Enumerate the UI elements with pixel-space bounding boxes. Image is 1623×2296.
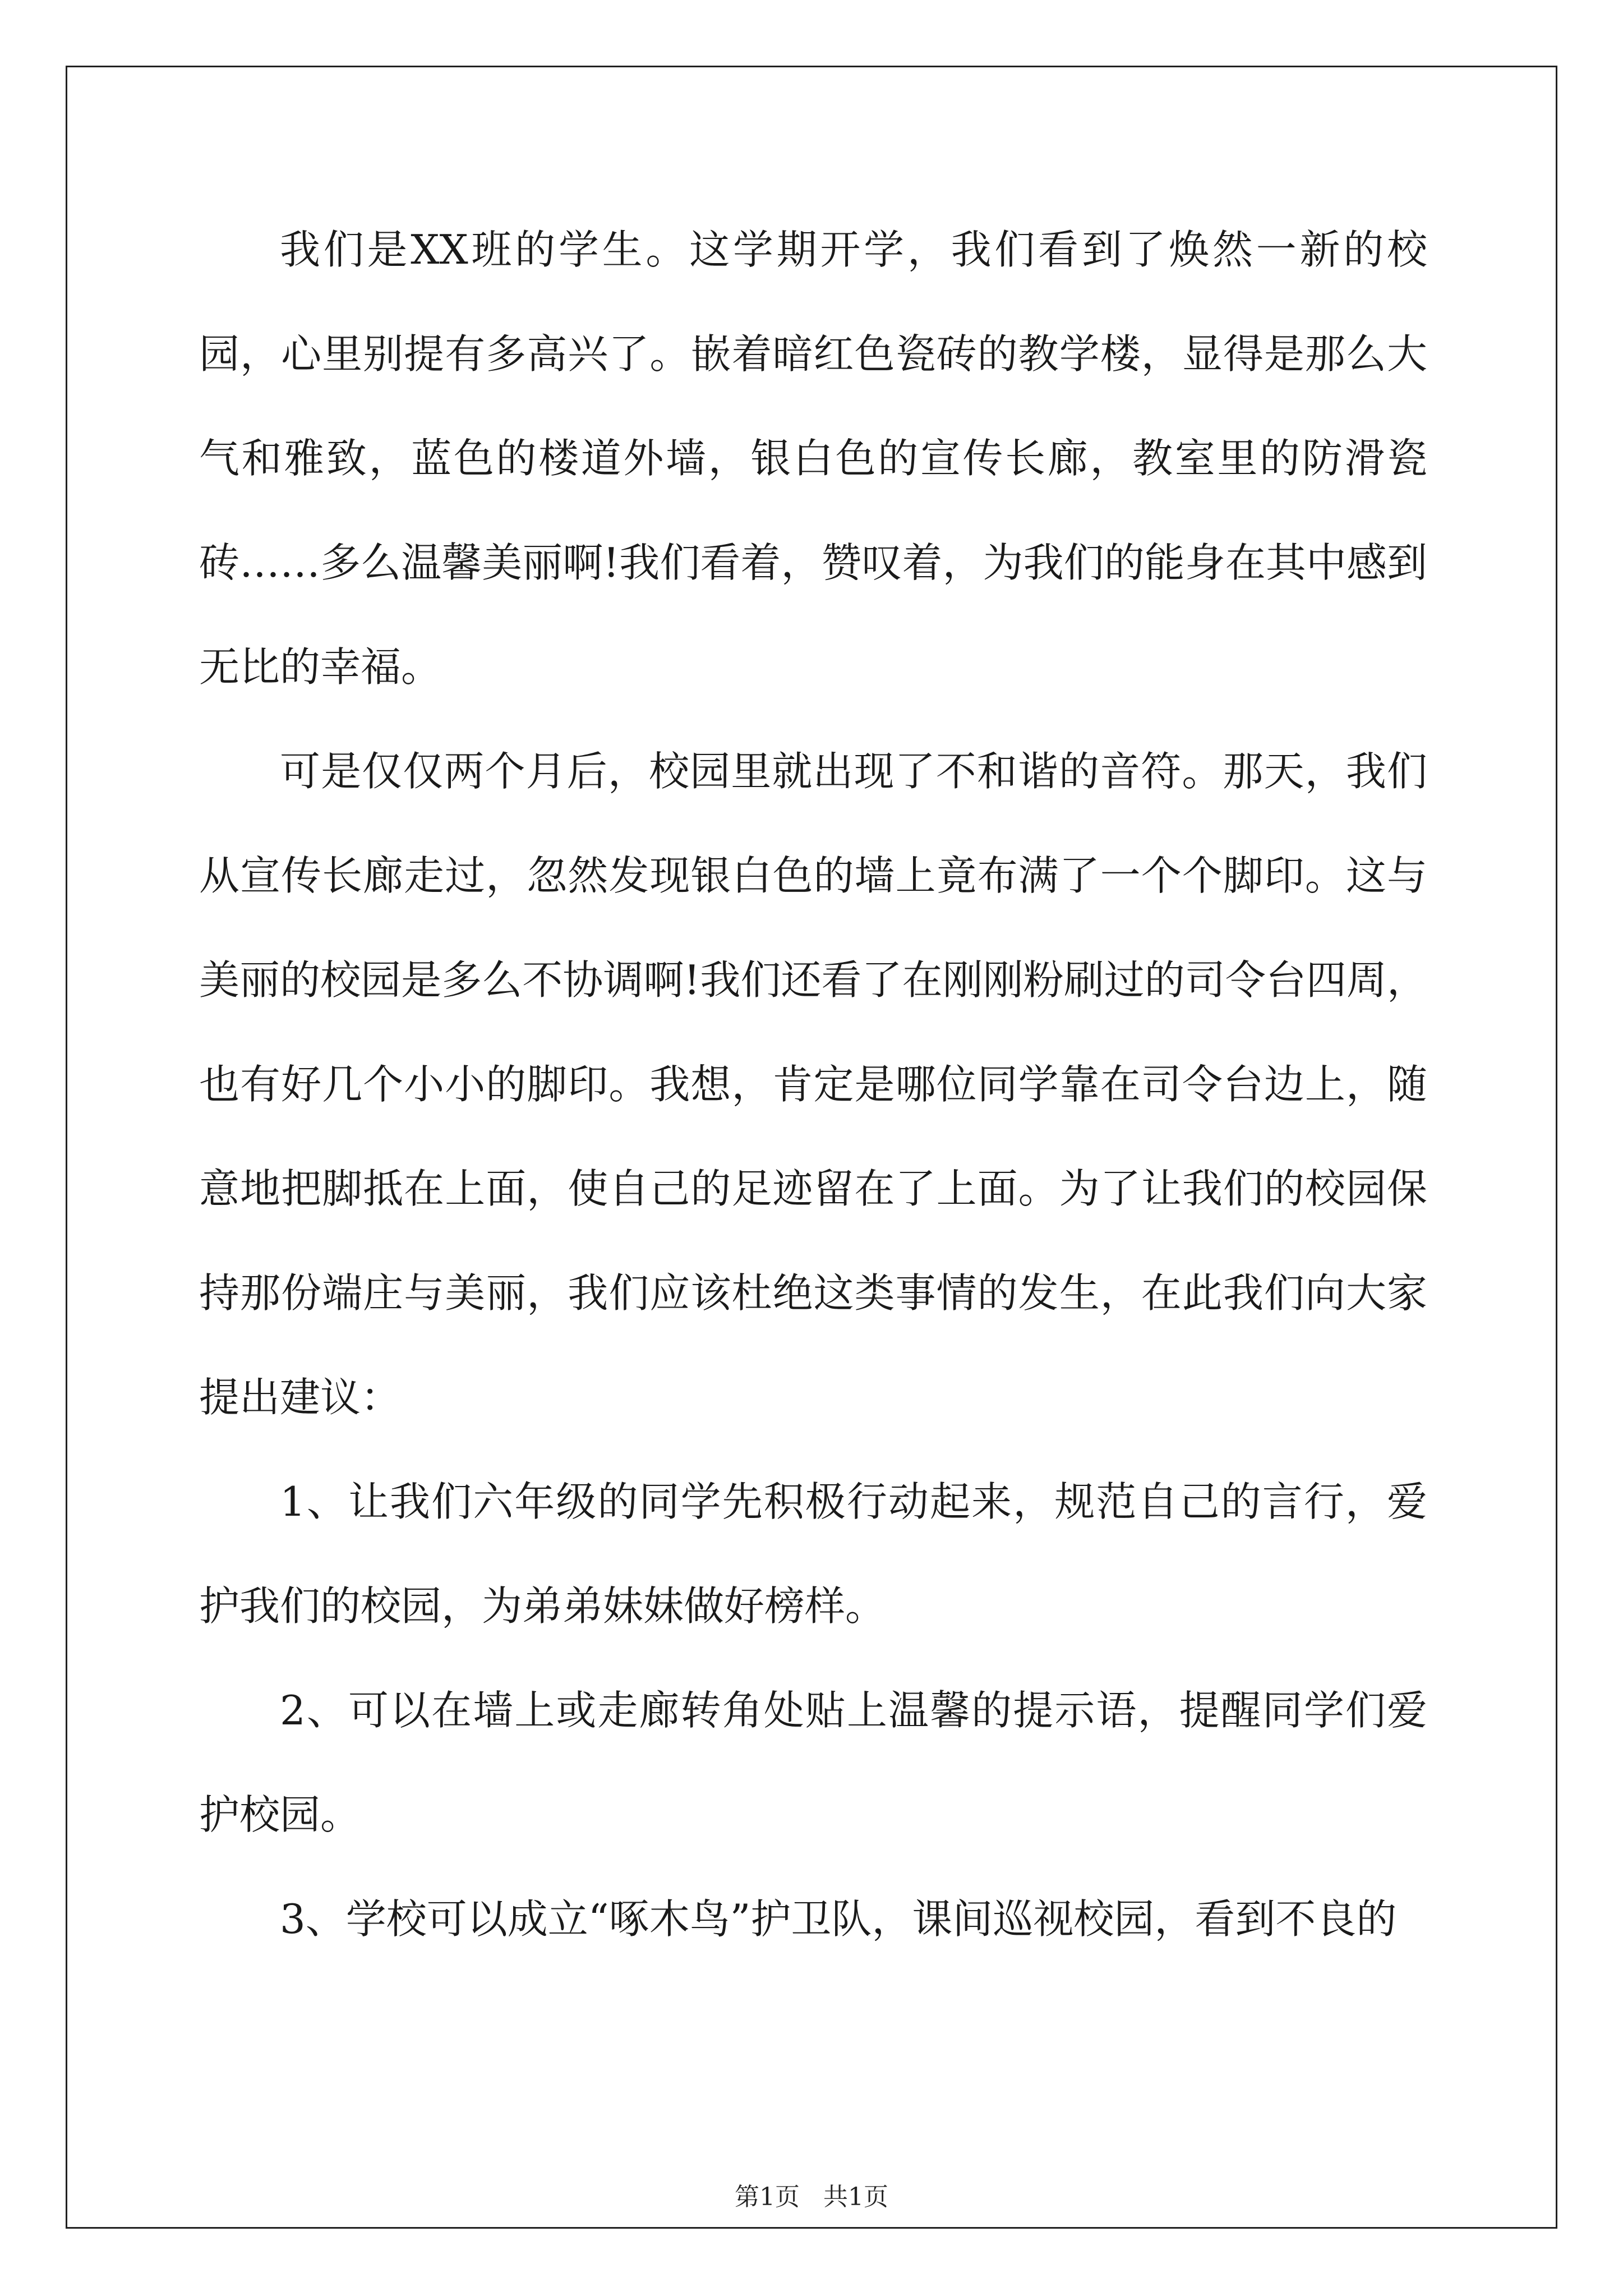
paragraph-4: 2、可以在墙上或走廊转角处贴上温馨的提示语，提醒同学们爱护校园。 bbox=[199, 1687, 1427, 1838]
page-total: 共1页 bbox=[823, 2183, 888, 2211]
paragraph-2: 可是仅仅两个月后，校园里就出现了不和谐的音符。那天，我们从宣传长廊走过，忽然发现银白色的墙上竟布满了一个个脚印。这与美丽的校园是多么不协调啊!我们还看了在刚刚粉刷过的司令台四周，也有好几个小小的脚印。我想，肯定是哪位同学靠在司令台边上，随意地把脚抵在上面，使自己的足迹留在了上面。为了让我们的校园保持那份端庄与美丽，我们应该杜绝这类事情的发生，在此我们向大家提出建议： bbox=[199, 748, 1427, 1421]
paragraph-3: 1、让我们六年级的同学先积极行动起来，规范自己的言行，爱护我们的校园，为弟弟妹妹做好榜样。 bbox=[199, 1478, 1427, 1630]
page-footer bbox=[0, 2177, 1623, 2212]
page-number: 第1页 bbox=[735, 2183, 800, 2211]
paragraph-5: 3、学校可以成立“啄木鸟”护卫队，课间巡视校园，看到不良的 bbox=[280, 1895, 1397, 1943]
paragraph-1: 我们是XX班的学生。这学期开学，我们看到了焕然一新的校园，心里别提有多高兴了。嵌着暗红色瓷砖的教学楼，显得是那么大气和雅致，蓝色的楼道外墙，银白色的宣传长廊，教室里的防滑瓷砖……多么温馨美丽啊!我们看着，赞叹着，为我们的能身在其中感到无比的幸福。 bbox=[199, 226, 1427, 691]
document-body bbox=[199, 197, 1427, 1971]
